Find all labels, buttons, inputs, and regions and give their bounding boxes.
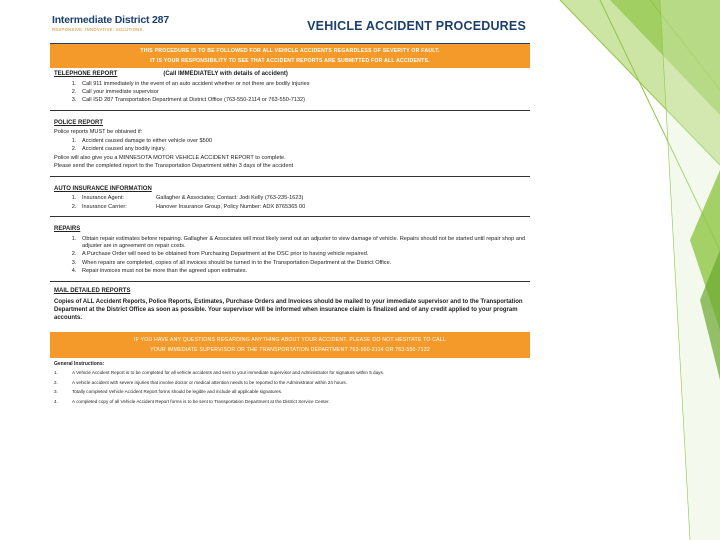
instruction-item: [54, 399, 526, 405]
instructions-title: General Instructions:: [54, 360, 105, 367]
list-item: 1. Accident caused damage to either vehicle over $500: [78, 138, 526, 145]
banner-line-2: IT IS YOUR RESPONSIBILITY TO SEE THAT ACCIDENT REPORTS ARE SUBMITTED FOR ALL ACCIDENTS.: [150, 58, 430, 64]
instruction-number: 3.: [54, 389, 58, 395]
document-header: [50, 14, 530, 40]
contact-banner: [50, 332, 530, 358]
instruction-text: A completed copy of all Vehicle Accident Report forms is to be sent to Transportation Department at the District Service Center.: [72, 399, 330, 404]
general-instructions: [50, 358, 530, 412]
org-name: Intermediate District 287: [52, 14, 169, 26]
section-title: POLICE REPORT: [54, 119, 104, 126]
procedure-banner: [50, 43, 530, 68]
contact-line-2: YOUR IMMEDIATE SUPERVISOR OR THE TRANSPORTATION DEPARTMENT 763-550-2114 OR 763-550-7132: [150, 346, 430, 353]
list-item: [78, 204, 526, 211]
telephone-report-section: [50, 68, 530, 111]
section-title: REPAIRS: [54, 226, 81, 233]
list-item: 1. Call 911 immediately in the event of an auto accident whether or not there are bodily injuries: [78, 81, 526, 88]
mail-text: Copies of ALL Accident Reports, Police Reports, Estimates, Purchase Orders and Invoices should be mailed to your immediate supervisor and to the Transportation Department at the District Office as soon as possible. Your supervisor will be informed when insurance claim is finalized and of any credit applied to your program accounts.: [54, 299, 523, 322]
instruction-item: [54, 380, 526, 386]
mail-reports-section: [50, 288, 530, 326]
repairs-section: [50, 223, 530, 281]
section-title: MAIL DETAILED REPORTS: [54, 287, 131, 294]
document-title: VEHICLE ACCIDENT PROCEDURES: [307, 19, 526, 33]
police-line-2: Please send the completed report to the Transportation Department within 3 days of the accident: [54, 163, 294, 170]
section-title: AUTO INSURANCE INFORMATION: [54, 185, 152, 192]
insurance-label: 1. Insurance Agent:: [82, 195, 124, 202]
instruction-number: 4.: [54, 399, 58, 404]
instruction-number: 1.: [54, 369, 58, 375]
police-line-1: Police will also give you a MINNESOTA MOTOR VEHICLE ACCIDENT REPORT to complete.: [54, 154, 286, 161]
list-item: 3. Call ISD 287 Transportation Department at District Office (763-550-2114 or 763-550-7132): [78, 97, 526, 104]
instruction-item: [54, 370, 526, 376]
instruction-text: A vehicle accident with severe injuries that involve doctor or medical attention needs to be reported to the Administrator within 24 hours.: [72, 379, 348, 385]
banner-line-1: THIS PROCEDURE IS TO BE FOLLOWED FOR ALL VEHICLE ACCIDENTS REGARDLESS OF SEVERITY OR FAULT.: [140, 48, 440, 54]
police-intro: Police reports MUST be obtained if:: [54, 128, 143, 135]
section-note: (Call IMMEDIATELY with details of accident): [163, 71, 288, 77]
instruction-number: 2.: [54, 379, 58, 385]
insurance-value: Gallagher & Associates; Contact: Jodi Kelly (763-235-1623): [156, 195, 304, 202]
contact-line-1: IF YOU HAVE ANY QUESTIONS REGARDING ANYTHING ABOUT YOUR ACCIDENT, PLEASE DO NOT HESITATE TO CALL: [134, 336, 446, 343]
list-item: 4. Repair invoices must not be more than the agreed upon estimates.: [78, 268, 526, 275]
list-item: 2. Accident caused any bodily injury.: [78, 146, 526, 153]
list-item: [78, 195, 526, 202]
instruction-text: Totally completed Vehicle Accident Report forms should be legible and include all applicable signatures.: [72, 389, 283, 395]
green-triangle-decoration: [560, 0, 720, 540]
insurance-label: 2. Insurance Carrier:: [82, 203, 127, 210]
list-item: 3. When repairs are completed, copies of all invoices should be turned in to the Transportation Department at the District Office.: [78, 260, 526, 267]
list-item: 1. Obtain repair estimates before repairing. Gallagher & Associates will most likely send out an adjuster to view damage of vehicle. Repairs should not be started until repair shop and adjuster are in agreement on repair costs.: [78, 236, 526, 250]
auto-insurance-section: [50, 183, 530, 217]
instruction-item: [54, 389, 526, 395]
instruction-text: A Vehicle Accident Report is to be completed for all vehicle accidents and sent to your immediate supervisor and Administrator for signature within 5 days.: [72, 369, 385, 375]
org-tagline: RESPONSIVE. INNOVATIVE. SOLUTIONS.: [52, 27, 145, 32]
list-item: 2. A Purchase Order will need to be obtained from Purchasing Department at the DSC prior to having vehicle repaired.: [78, 251, 526, 258]
police-report-section: [50, 117, 530, 177]
section-title: TELEPHONE REPORT: [54, 71, 118, 77]
procedure-document: [50, 14, 530, 536]
insurance-value: Hanover Insurance Group, Policy Number: ADX 8765365 00: [156, 203, 306, 210]
list-item: 2. Call your immediate supervisor: [78, 89, 526, 96]
